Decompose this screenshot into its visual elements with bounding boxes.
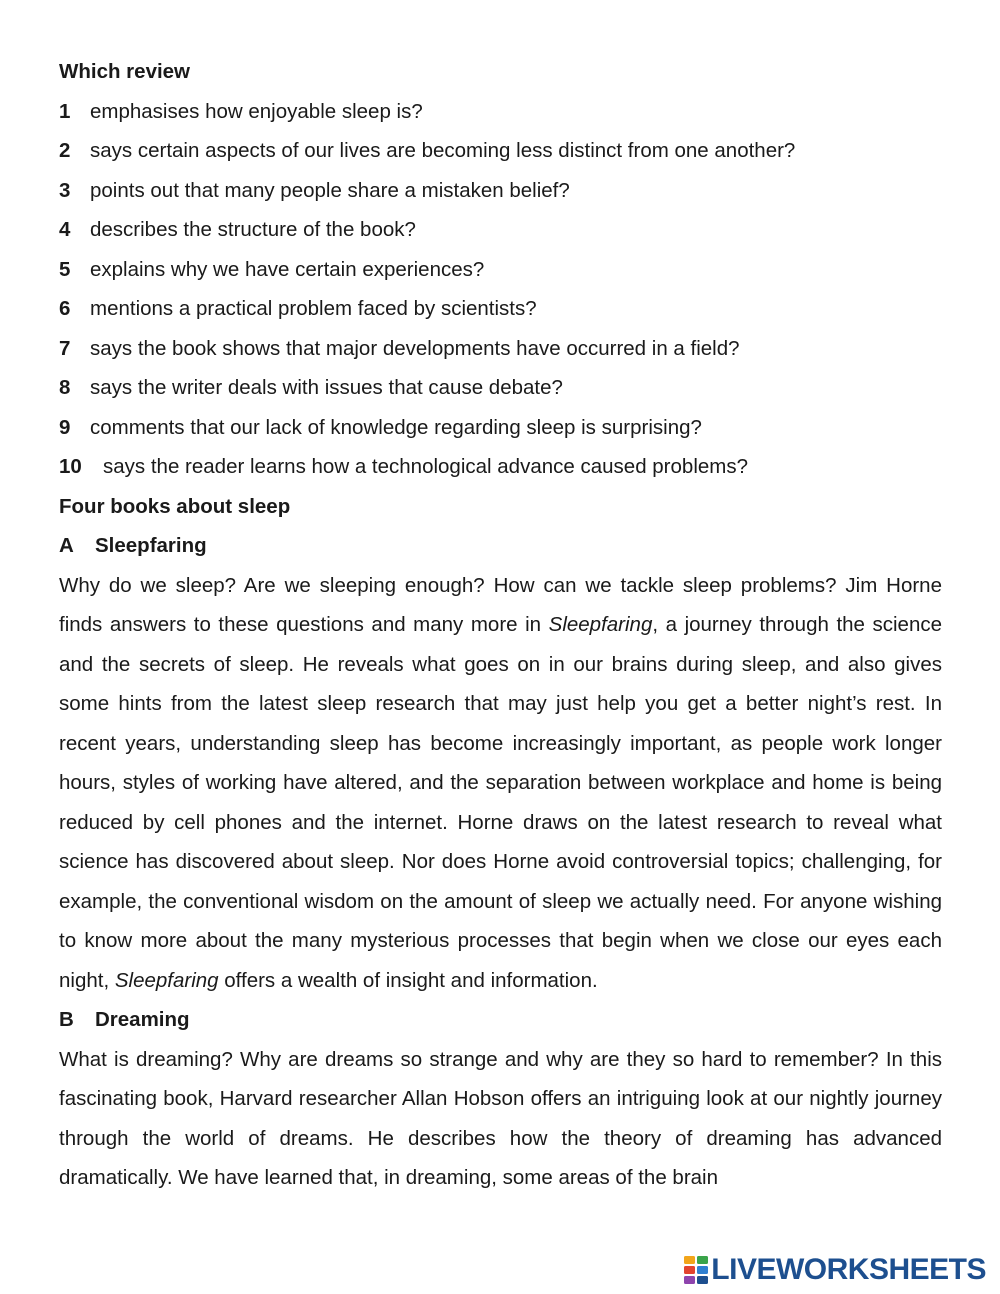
question-number: 10 [59,455,82,478]
review-text: offers a wealth of insight and information. [218,968,598,992]
review-paragraph-a [59,566,942,1001]
question-text: points out that many people share a mistaken belief? [90,178,570,202]
section-letter: A [59,534,74,557]
question-number: 1 [59,99,71,123]
question-list [59,92,942,487]
questions-heading: Which review [59,60,191,83]
question-text: says the book shows that major developments have occurred in a field? [90,336,740,360]
question-item [59,250,942,290]
question-item [59,447,942,487]
review-text: , a journey through the science and the secrets of sleep. He reveals what goes on in our brains during sleep, and also gives some hints from the latest sleep research that may just help you get a better night’s rest. In recent years, understanding sleep has become increasingly important, as people work longer hours, styles of working have altered, and the separation between workplace and home is being reduced by cell phones and the internet. Horne draws on the latest research to reveal what science has discovered about sleep. Nor does Horne avoid controversial topics; challenging, for example, the conventional wisdom on the amount of sleep we actually need. For anyone wishing to know more about the many mysterious processes that begin when we close our eyes each night, [59,613,942,992]
book-title-italic: Sleepfaring [114,968,219,992]
question-text: comments that our lack of knowledge regarding sleep is surprising? [90,415,702,439]
worksheet-page [59,52,942,1198]
question-text: says the writer deals with issues that cause debate? [90,376,563,399]
question-item [59,408,942,448]
question-text: describes the structure of the book? [90,218,416,241]
question-number: 8 [59,376,71,399]
section-letter: B [59,1008,74,1031]
question-item [59,131,942,171]
question-item [59,210,942,250]
question-text: explains why we have certain experiences? [90,257,485,281]
question-item [59,368,942,408]
section-heading-b [59,1000,942,1040]
question-text: says certain aspects of our lives are becoming less distinct from one another? [90,139,796,162]
question-item [59,171,942,211]
question-number: 3 [59,178,71,202]
question-number: 9 [59,415,71,439]
section-heading-a [59,526,942,566]
question-text: mentions a practical problem faced by scientists? [90,297,537,320]
question-number: 2 [59,139,71,162]
section-title: Sleepfaring [95,534,207,557]
logo-text: LIVEWORKSHEETS [711,1253,986,1286]
question-number: 4 [59,218,71,241]
question-number: 5 [59,257,71,281]
liveworksheets-logo-icon [684,1256,708,1284]
question-item [59,92,942,132]
books-heading: Four books about sleep [59,494,291,518]
question-number: 7 [59,336,71,360]
question-text: says the reader learns how a technological advance caused problems? [103,455,748,478]
question-item [59,289,942,329]
review-paragraph-b: What is dreaming? Why are dreams so strange and why are they so hard to remember? In this fascinating book, Harvard researcher Allan Hobson offers an intriguing look at our nightly journey through the world of dreams. He describes how the theory of dreaming has advanced dramatically. We have learned that, in dreaming, some areas of the brain [59,1047,942,1189]
question-number: 6 [59,297,71,320]
liveworksheets-logo [684,1252,986,1288]
review-text: Why do we sleep? Are we sleeping enough? How can we tackle sleep problems? Jim Horne finds answers to these questions and many more in [59,573,942,636]
question-text: emphasises how enjoyable sleep is? [90,99,423,123]
book-title-italic: Sleepfaring [548,613,653,636]
question-item [59,329,942,369]
section-title: Dreaming [95,1008,190,1031]
